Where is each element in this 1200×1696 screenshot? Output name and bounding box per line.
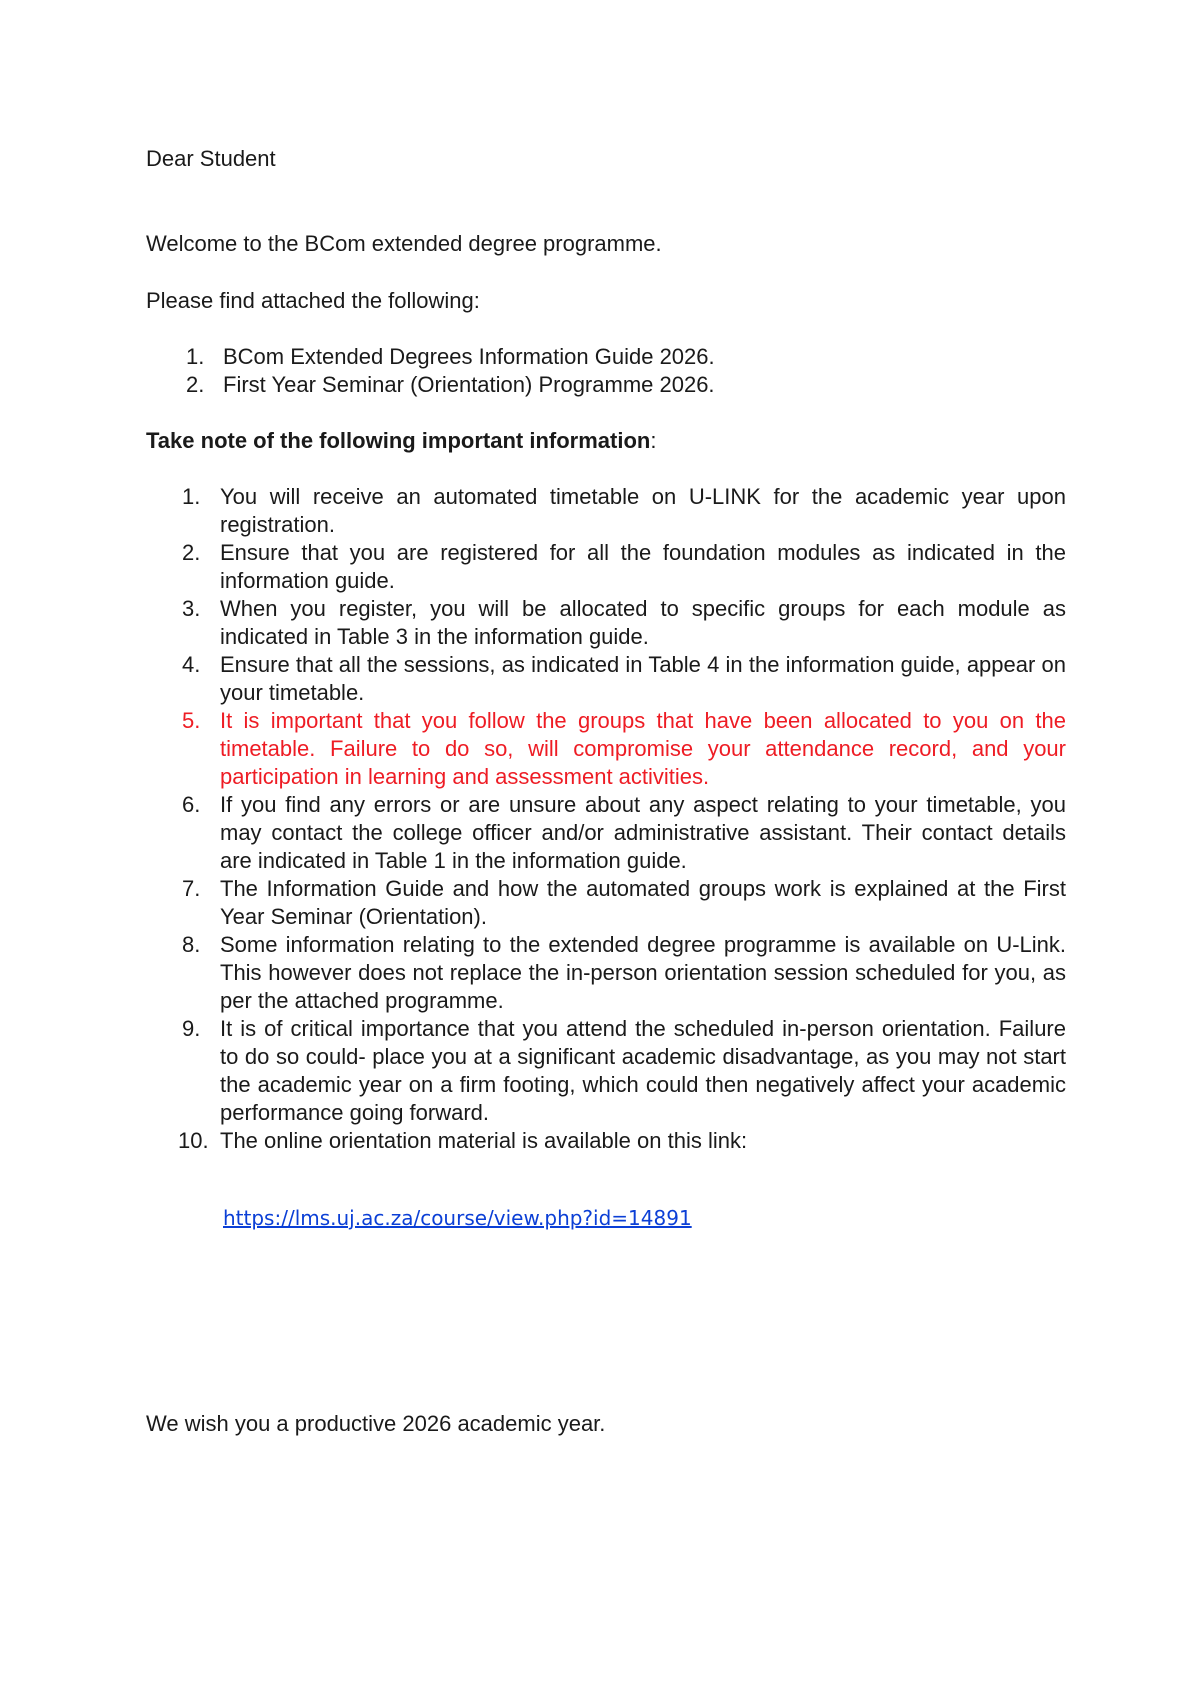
list-item — [146, 343, 1066, 371]
attachments-intro: Please find attached the following: — [146, 288, 480, 313]
list-number: 1. — [182, 484, 201, 509]
list-number: 4. — [182, 652, 201, 677]
list-number: 6. — [182, 792, 201, 817]
list-number: 7. — [182, 876, 201, 901]
list-item — [146, 371, 1066, 399]
list-item-text: It is important that you follow the groups that have been allocated to you on the timetable. Failure to do so, will compromise your attendance record, and your participation in learning and assessment activities. — [220, 708, 1066, 789]
list-item-text: First Year Seminar (Orientation) Programme 2026. — [223, 372, 715, 397]
important-info-list — [146, 483, 1066, 1155]
list-number: 5. — [182, 708, 201, 733]
list-item — [146, 539, 1066, 595]
list-item-text: The online orientation material is available on this link: — [220, 1128, 748, 1153]
list-item-text: BCom Extended Degrees Information Guide 2026. — [223, 344, 715, 369]
list-item — [146, 651, 1066, 707]
list-item-text: It is of critical importance that you attend the scheduled in-person orientation. Failure to do so could- place you at a significant academic disadvantage, as you may not start the academic year on a firm footing, which could then negatively affect your academic performance going forward. — [220, 1016, 1066, 1125]
list-item — [146, 875, 1066, 931]
list-number: 8. — [182, 932, 201, 957]
list-number: 10. — [178, 1128, 209, 1153]
list-item-text: Ensure that you are registered for all the foundation modules as indicated in the information guide. — [220, 540, 1066, 593]
heading-colon: : — [650, 428, 657, 453]
list-number: 3. — [182, 596, 201, 621]
list-number: 2. — [186, 372, 205, 397]
list-item — [146, 1015, 1066, 1127]
list-item — [146, 1127, 1066, 1155]
list-item — [146, 931, 1066, 1015]
closing-sentence: We wish you a productive 2026 academic year. — [146, 1411, 606, 1436]
attachments-list — [146, 343, 1066, 399]
list-item-text: Ensure that all the sessions, as indicated in Table 4 in the information guide, appear on your timetable. — [220, 652, 1066, 705]
list-item-text: The Information Guide and how the automated groups work is explained at the First Year Seminar (Orientation). — [220, 876, 1066, 929]
welcome-sentence: Welcome to the BCom extended degree programme. — [146, 231, 662, 256]
warning-list-item — [146, 707, 1066, 791]
orientation-material-link[interactable]: https://lms.uj.ac.za/course/view.php?id=14891 — [223, 1206, 692, 1230]
list-number: 9. — [182, 1016, 201, 1041]
list-item — [146, 595, 1066, 651]
list-item-text: Some information relating to the extended degree programme is available on U-Link. This however does not replace the in-person orientation session scheduled for you, as per the attached programme. — [220, 932, 1066, 1013]
list-item-text: If you find any errors or are unsure about any aspect relating to your timetable, you may contact the college officer and/or administrative assistant. Their contact details are indicated in Table 1 in the information guide. — [220, 792, 1066, 873]
list-item-text: You will receive an automated timetable on U-LINK for the academic year upon registration. — [220, 484, 1066, 537]
list-item — [146, 791, 1066, 875]
greeting: Dear Student — [146, 146, 276, 171]
heading-text: Take note of the following important information — [146, 428, 651, 453]
list-number: 1. — [186, 344, 205, 369]
important-info-heading — [146, 427, 656, 455]
list-item-text: When you register, you will be allocated to specific groups for each module as indicated in Table 3 in the information guide. — [220, 596, 1066, 649]
list-item — [146, 483, 1066, 539]
list-number: 2. — [182, 540, 201, 565]
